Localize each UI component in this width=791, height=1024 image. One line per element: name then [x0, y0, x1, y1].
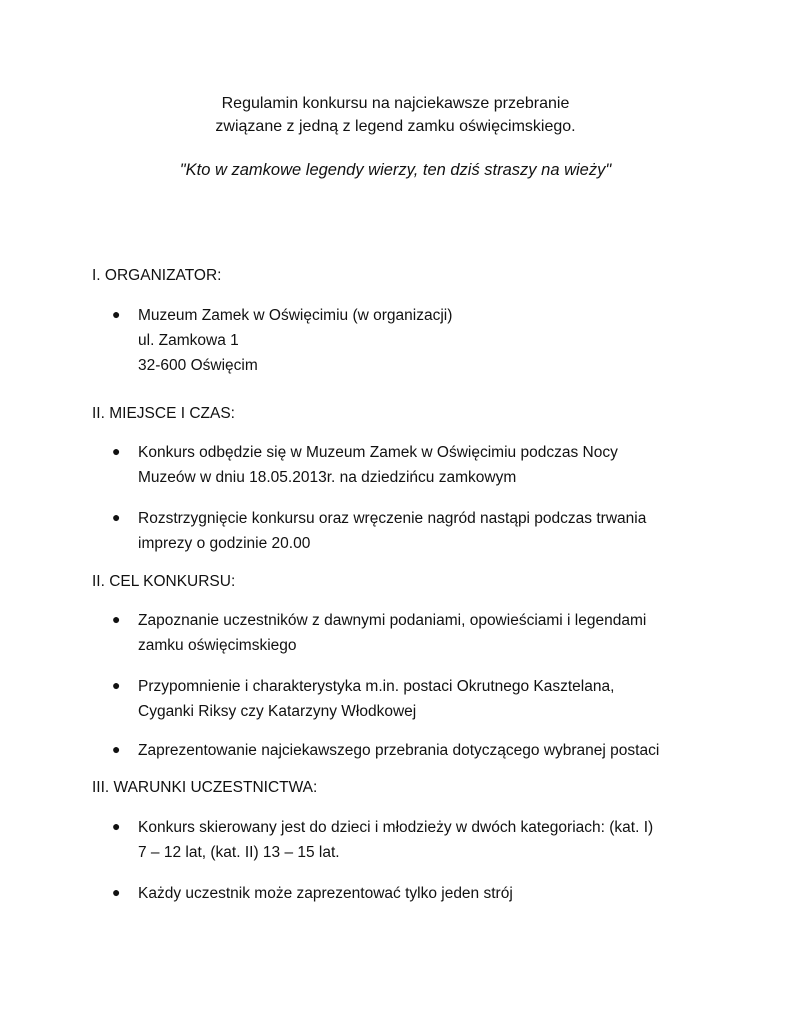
- list-item-line: zamku oświęcimskiego: [138, 637, 297, 654]
- bullet-icon: ●: [112, 741, 121, 757]
- list-item-line: Muzeów w dniu 18.05.2013r. na dziedzińcu zamkowym: [138, 469, 517, 486]
- section-heading-organizer: I. ORGANIZATOR:: [92, 267, 222, 284]
- document-title-line-1: Regulamin konkursu na najciekawsze przebranie: [221, 95, 570, 112]
- document-title-line-2: związane z jedną z legend zamku oświęcimskiego.: [215, 118, 576, 135]
- list-item-line: Zapoznanie uczestników z dawnymi podaniami, opowieściami i legendami: [138, 612, 647, 629]
- list-item-line: Konkurs odbędzie się w Muzeum Zamek w Oświęcimiu podczas Nocy: [138, 444, 618, 461]
- list-item-line: Cyganki Riksy czy Katarzyny Włodkowej: [138, 703, 417, 720]
- bullet-icon: ●: [112, 443, 121, 459]
- section-heading-place-time: II. MIEJSCE I CZAS:: [92, 405, 235, 422]
- bullet-icon: ●: [112, 884, 121, 900]
- list-item-line: Każdy uczestnik może zaprezentować tylko jeden strój: [138, 885, 513, 902]
- list-item-line: 32-600 Oświęcim: [138, 357, 258, 374]
- list-item-line: Rozstrzygnięcie konkursu oraz wręczenie nagród nastąpi podczas trwania: [138, 510, 647, 527]
- section-heading-participation: III. WARUNKI UCZESTNICTWA:: [92, 779, 318, 796]
- list-item-line: Muzeum Zamek w Oświęcimiu (w organizacji): [138, 307, 453, 324]
- list-item-line: imprezy o godzinie 20.00: [138, 535, 311, 552]
- list-item-line: Konkurs skierowany jest do dzieci i młodzieży w dwóch kategoriach: (kat. I): [138, 819, 654, 836]
- list-item-line: Przypomnienie i charakterystyka m.in. postaci Okrutnego Kasztelana,: [138, 678, 615, 695]
- list-item-line: Zaprezentowanie najciekawszego przebrania dotyczącego wybranej postaci: [138, 742, 660, 759]
- bullet-icon: ●: [112, 818, 121, 834]
- list-item-line: 7 – 12 lat, (kat. II) 13 – 15 lat.: [138, 844, 340, 861]
- document-motto: "Kto w zamkowe legendy wierzy, ten dziś straszy na wieży": [179, 161, 612, 179]
- bullet-icon: ●: [112, 306, 121, 322]
- bullet-icon: ●: [112, 611, 121, 627]
- list-item-line: ul. Zamkowa 1: [138, 332, 239, 349]
- section-heading-contest-goal: II. CEL KONKURSU:: [92, 573, 236, 590]
- bullet-icon: ●: [112, 677, 121, 693]
- bullet-icon: ●: [112, 509, 121, 525]
